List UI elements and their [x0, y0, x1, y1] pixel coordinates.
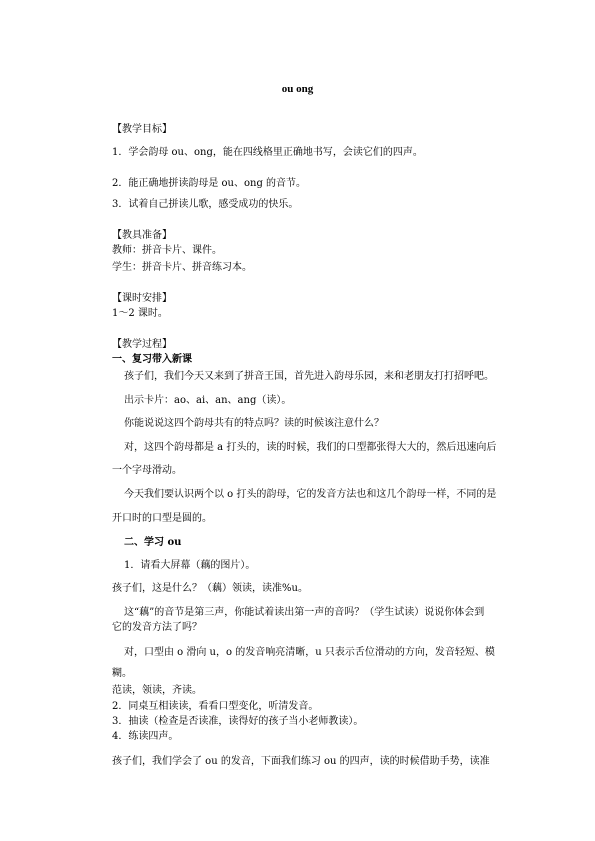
goal-item: 1．学会韵母 ou、ong，能在四线格里正确地书写，会读它们的四声。 — [112, 147, 423, 158]
section-heading-goals: 【教学目标】 — [112, 124, 172, 135]
section-heading-schedule: 【课时安排】 — [112, 293, 172, 304]
subsection-heading-review: 一、复习带入新课 — [112, 354, 192, 365]
page-title: ou ong — [281, 83, 314, 95]
prep-student: 学生：拼音卡片、拼音练习本。 — [112, 262, 252, 273]
goal-item: 3．试着自己拼读儿歌，感受成功的快乐。 — [112, 199, 299, 210]
section-heading-prep: 【教具准备】 — [112, 230, 172, 241]
subsection-heading-ou: 二、学习 ou — [124, 537, 182, 548]
schedule-text: 1～2 课时。 — [112, 308, 168, 319]
paragraph-line: 范读，领读，齐读。 — [112, 685, 202, 696]
paragraph-line: 出示卡片：ao、ai、an、ang（读）。 — [124, 395, 292, 406]
paragraph-line: 3．抽读（检查是否读准，读得好的孩子当小老师教读）。 — [112, 716, 364, 727]
paragraph-line: 孩子们，我们学会了 ou 的发音，下面我们练习 ou 的四声，读的时候借助手势，读准 — [112, 756, 490, 767]
prep-teacher: 教师：拼音卡片、课件。 — [112, 245, 222, 256]
section-heading-process: 【教学过程】 — [112, 339, 172, 350]
paragraph-line: 它的发音方法了吗？ — [112, 622, 202, 633]
paragraph-line: 今天我们要认识两个以 o 打头的韵母，它的发音方法也和这几个韵母一样，不同的是 — [124, 489, 497, 500]
paragraph-line: 孩子们，这是什么？（藕）领读，读准%u。 — [112, 583, 308, 594]
paragraph-line: 2．同桌互相读读，看看口型变化，听清发音。 — [112, 701, 319, 712]
paragraph-line: 1．请看大屏幕（藕的图片）。 — [124, 560, 256, 571]
paragraph-line: 糊。 — [112, 668, 132, 679]
paragraph-line: 你能说说这四个韵母共有的特点吗？读的时候该注意什么？ — [124, 418, 384, 429]
goal-item: 2．能正确地拼读韵母是 ou、ong 的音节。 — [112, 178, 307, 189]
paragraph-line: 4．练读四声。 — [112, 731, 179, 742]
paragraph-line: 这“藕”的音节是第三声，你能试着读出第一声的音吗？（学生试读）说说你体会到 — [124, 607, 485, 618]
paragraph-line: 对，这四个韵母都是 a 打头的，读的时候，我们的口型都张得大大的，然后迅速向后 — [124, 442, 497, 453]
paragraph-line: 一个字母滑动。 — [112, 465, 182, 476]
paragraph-line: 开口时的口型是圆的。 — [112, 513, 212, 524]
paragraph-line: 孩子们，我们今天又来到了拼音王国，首先进入韵母乐园，来和老朋友打打招呼吧。 — [124, 371, 494, 382]
paragraph-line: 对，口型由 o 滑向 u，o 的发音响亮清晰，u 只表示舌位滑动的方向，发音轻短、模 — [124, 647, 495, 658]
